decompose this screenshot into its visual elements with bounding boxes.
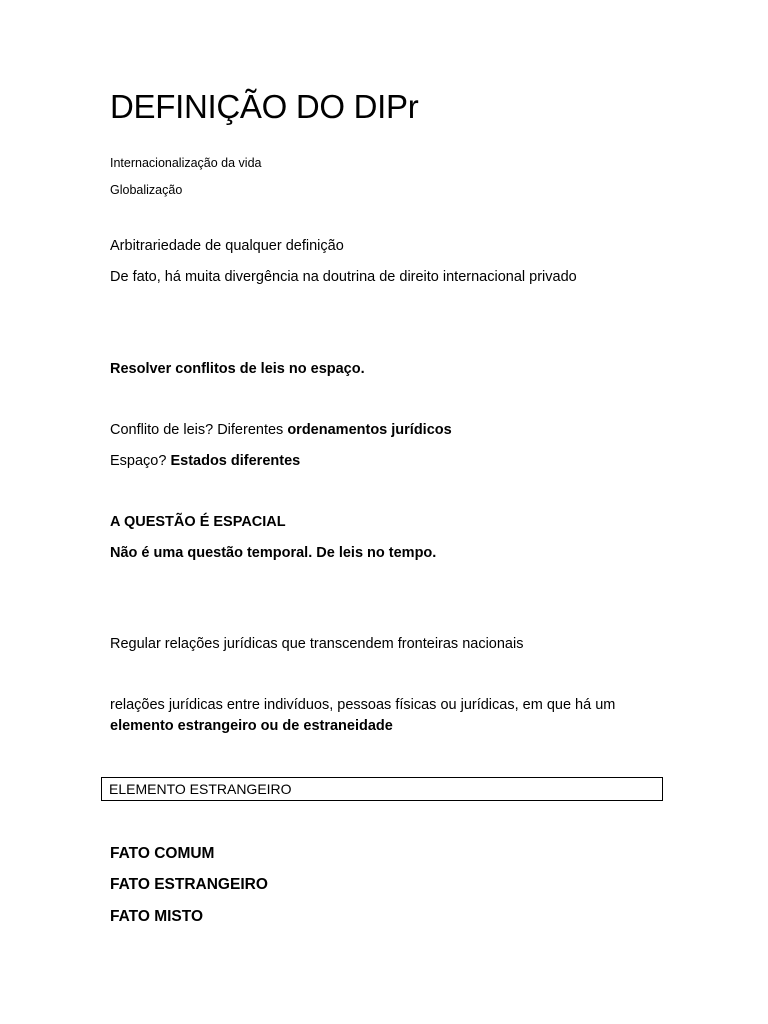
paragraph-divergencia: De fato, há muita divergência na doutrina de direito internacional privado	[110, 269, 577, 285]
paragraph-conflito	[110, 423, 452, 438]
box-label: ELEMENTO ESTRANGEIRO	[109, 781, 292, 797]
conflito-prefix: Conflito de leis? Diferentes	[110, 422, 288, 438]
conflito-bold: ordenamentos jurídicos	[287, 422, 452, 438]
espaco-bold: Estados diferentes	[170, 453, 301, 469]
page-title: DEFINIÇÃO DO DIPr	[110, 88, 419, 125]
fato-misto: FATO MISTO	[110, 908, 204, 925]
heading-questao-espacial: A QUESTÃO É ESPACIAL	[110, 514, 286, 530]
fato-estrangeiro: FATO ESTRANGEIRO	[110, 876, 268, 893]
paragraph-nao-temporal: Não é uma questão temporal. De leis no tempo.	[110, 545, 437, 561]
paragraph-resolver: Resolver conflitos de leis no espaço.	[110, 361, 365, 377]
fato-comum: FATO COMUM	[110, 845, 215, 862]
sub-item-internacionalizacao: Internacionalização da vida	[110, 156, 262, 170]
paragraph-relacoes-line2: elemento estrangeiro ou de estraneidade	[110, 718, 393, 734]
sub-item-globalizacao: Globalização	[110, 183, 183, 197]
espaco-prefix: Espaço?	[110, 453, 171, 469]
elemento-estrangeiro-box	[101, 777, 663, 801]
paragraph-arbitrariedade: Arbitrariedade de qualquer definição	[110, 238, 344, 254]
paragraph-relacoes-line1: relações jurídicas entre indivíduos, pessoas físicas ou jurídicas, em que há um	[110, 697, 616, 713]
paragraph-espaco	[110, 454, 300, 469]
paragraph-regular: Regular relações jurídicas que transcendem fronteiras nacionais	[110, 636, 524, 652]
